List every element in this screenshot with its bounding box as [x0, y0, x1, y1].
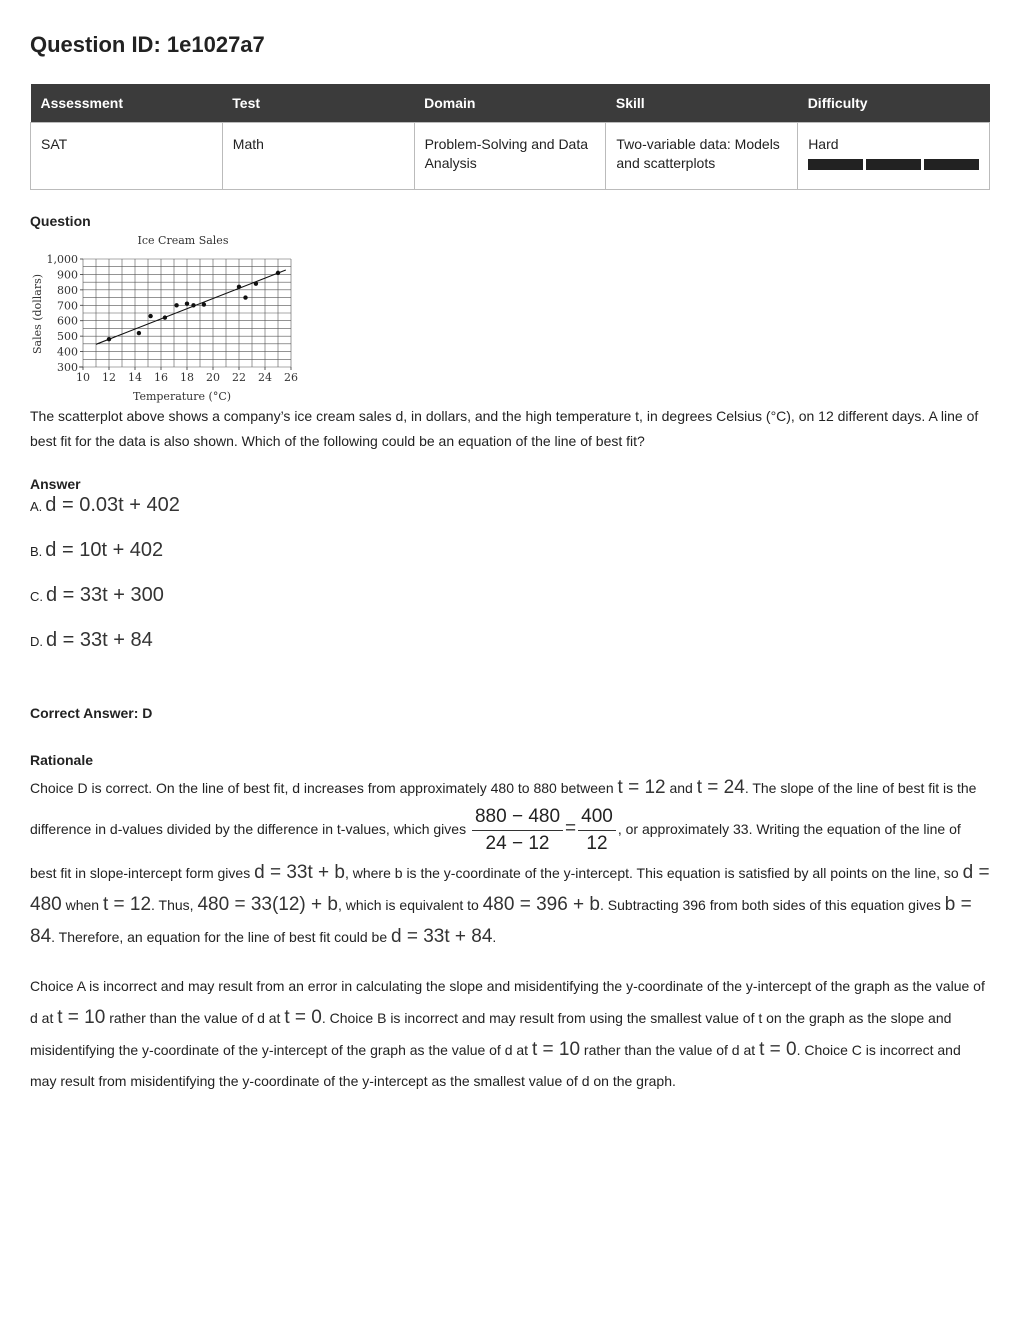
meta-header-assessment: Assessment: [31, 84, 223, 123]
difficulty-bar: [866, 159, 921, 170]
chart-point: [137, 331, 141, 335]
fraction-denominator: 24 − 12: [485, 833, 550, 854]
choice-equation: d = 33t + 300: [46, 584, 164, 606]
x-tick-label: 24: [258, 371, 272, 384]
difficulty-label: Hard: [808, 136, 839, 152]
rationale-text: , where b is the y-coordinate of the y-intercept. This equation is satisfied by all points on the line, so: [344, 865, 963, 881]
meta-header-domain: Domain: [414, 84, 606, 123]
rationale-paragraph: [30, 971, 990, 1097]
rationale-text: Choice D is correct. On the line of best fit, d increases from approximately 480 to 880 between: [30, 780, 618, 796]
fraction-numerator: 880 − 480: [472, 804, 563, 831]
math-expression: d = 33t + 84: [391, 926, 493, 947]
math-expression: d = 33t + b: [254, 862, 345, 883]
question-text: The scatterplot above shows a company’s ice cream sales d, in dollars, and the high temperature t, in degrees Celsius (°C), on 12 different days. A line of best fit for the data is also shown. Which of the following could be an equation of the line of best fit?: [30, 408, 979, 449]
chart-title: Ice Cream Sales: [137, 234, 229, 247]
chart-x-ticks: [76, 367, 298, 384]
math-expression: t = 0: [284, 1007, 322, 1028]
meta-value-row: [31, 123, 990, 190]
math-expression: d = 480: [30, 862, 990, 915]
question-meta-table: [30, 84, 990, 190]
choice-b[interactable]: [30, 539, 163, 562]
math-expression: b = 84: [30, 894, 972, 947]
math-expression: t = 0: [759, 1039, 797, 1060]
y-tick-label: 400: [57, 345, 78, 359]
math-expression: 480 = 33(12) + b: [197, 894, 338, 915]
fraction-denominator: 12: [586, 833, 608, 854]
question-label: Question: [30, 213, 91, 229]
simplified-fraction: [578, 804, 616, 857]
chart-point: [148, 314, 152, 318]
choice-letter: C.: [30, 589, 43, 604]
x-tick-label: 18: [180, 371, 194, 384]
chart-point: [202, 302, 206, 306]
meta-header-row: [31, 84, 990, 123]
equals-sign: =: [565, 818, 577, 840]
difficulty-bar: [924, 159, 979, 170]
page-title: Question ID: 1e1027a7: [30, 32, 265, 57]
chart-grid: [79, 259, 291, 367]
choice-c[interactable]: [30, 584, 164, 607]
choice-d[interactable]: [30, 629, 153, 652]
chart-fit-line: [96, 270, 286, 344]
x-tick-label: 16: [154, 371, 168, 384]
meta-header-skill: Skill: [606, 84, 798, 123]
rationale-text: rather than the value of d at: [105, 1010, 285, 1026]
rationale-text: . Subtracting 396 from both sides of this equation gives: [600, 897, 945, 913]
choice-letter: A.: [30, 499, 43, 514]
rationale-text: . Therefore, an equation for the line of best fit could be: [51, 929, 391, 945]
ice-cream-sales-scatterplot: [30, 228, 300, 406]
rationale-text: . The slope of the line of best fit is the difference in d-values divided by the difference in t-values, which gives: [30, 780, 977, 838]
x-tick-label: 22: [232, 371, 246, 384]
meta-value-domain: Problem-Solving and Data Analysis: [414, 123, 606, 190]
rationale-text: , which is equivalent to: [337, 897, 483, 913]
y-tick-label: 300: [57, 361, 78, 374]
math-expression: 480 = 396 + b: [482, 894, 600, 915]
x-tick-label: 10: [76, 371, 90, 384]
y-tick-label: 800: [57, 283, 78, 297]
chart-xlabel: Temperature (°C): [132, 390, 232, 403]
chart-point: [191, 303, 195, 307]
choice-letter: B.: [30, 544, 43, 559]
choice-a[interactable]: [30, 494, 180, 517]
rationale-text: . Choice B is incorrect and may result from using the smallest value of t on the graph as the slope and misidentifying the y-coordinate of the y-intercept of the graph as the value of d at: [30, 1010, 952, 1058]
meta-value-difficulty: [798, 123, 990, 190]
x-tick-label: 26: [284, 371, 298, 384]
math-expression: t = 10: [57, 1007, 106, 1028]
choice-equation: d = 10t + 402: [45, 539, 164, 561]
y-tick-label: 500: [57, 330, 78, 344]
chart-points: [107, 271, 280, 342]
rationale-text: and: [665, 780, 697, 796]
x-tick-label: 14: [128, 371, 142, 384]
chart-ylabel: Sales (dollars): [31, 273, 44, 355]
correct-answer: Correct Answer: D: [30, 705, 153, 721]
rationale-text: rather than the value of d at: [580, 1042, 760, 1058]
rationale-text: Choice A is incorrect and may result from an error in calculating the slope and misidentifying the y-coordinate of the y-intercept of the graph as the value of d at: [30, 978, 985, 1026]
meta-header-difficulty: Difficulty: [798, 84, 990, 123]
difficulty-bars: [808, 159, 979, 170]
choice-equation: d = 0.03t + 402: [45, 494, 180, 516]
chart-point: [276, 271, 280, 275]
choice-letter: D.: [30, 634, 43, 649]
y-tick-label: 900: [57, 268, 78, 282]
chart-point: [254, 281, 258, 285]
chart-point: [163, 315, 167, 319]
math-expression: t = 10: [531, 1039, 581, 1060]
x-tick-label: 12: [102, 371, 116, 384]
fraction-numerator: 400: [578, 804, 616, 831]
meta-value-skill: Two-variable data: Models and scatterplots: [606, 123, 798, 190]
math-expression: t = 24: [696, 777, 745, 798]
rationale-text: when: [61, 897, 103, 913]
chart-point: [185, 302, 189, 306]
rationale-label: Rationale: [30, 752, 94, 768]
chart-y-ticks: [47, 253, 84, 374]
y-tick-label: 700: [57, 299, 78, 313]
rationale-text: . Choice C is incorrect and may result from misidentifying the y-coordinate of the y-intercept as the smallest value of d on the graph.: [30, 1042, 961, 1089]
choice-equation: d = 33t + 84: [46, 629, 153, 651]
chart-point: [243, 295, 247, 299]
rationale-text: , or approximately 33. Writing the equation of the line of best fit in slope-intercept form gives: [30, 821, 961, 881]
rationale-text: .: [492, 929, 497, 945]
y-tick-label: 600: [57, 314, 78, 328]
math-expression: t = 12: [617, 777, 666, 798]
rationale-body: [30, 772, 990, 1097]
chart-point: [107, 337, 111, 341]
math-expression: t = 12: [102, 894, 152, 915]
meta-value-assessment: SAT: [31, 123, 223, 190]
chart-point: [237, 285, 241, 289]
meta-header-test: Test: [222, 84, 414, 123]
x-tick-label: 20: [206, 371, 220, 384]
meta-value-test: Math: [222, 123, 414, 190]
answer-label: Answer: [30, 476, 81, 492]
rationale-paragraph: [30, 772, 990, 953]
chart-point: [174, 303, 178, 307]
chart-fit-line-group: [96, 270, 286, 344]
slope-fraction: [472, 804, 563, 857]
difficulty-bar: [808, 159, 863, 170]
rationale-text: . Thus,: [151, 897, 198, 913]
y-tick-label: 1,000: [46, 253, 78, 266]
